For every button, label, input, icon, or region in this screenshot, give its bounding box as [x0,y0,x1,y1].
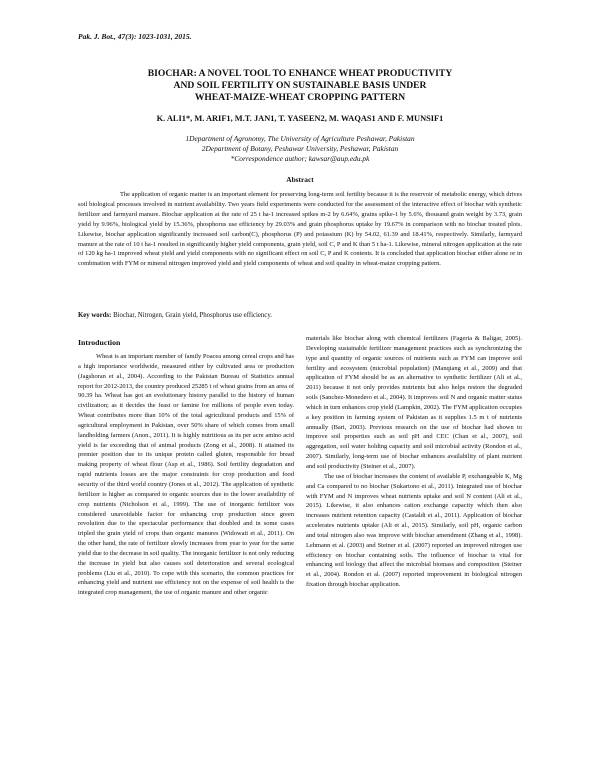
title-line: AND SOIL FERTILITY ON SUSTAINABLE BASIS UNDER [173,80,427,92]
title-line: BIOCHAR: A NOVEL TOOL TO ENHANCE WHEAT PRODUCTIVITY [147,68,453,79]
keywords-list: Biochar, Nitrogen, Grain yield, Phosphorus use efficiency. [113,312,272,319]
intro-paragraph: The use of biochar increases the content of available P, exchangeable K, Mg and Ca compared to no biochar (Sukartono et al., 2011). Integrated use of biochar with FYM and N improves wheat nutrients uptake and soil N content (Ali et al., 2015). Likewise, it also enhances cation exchange capacity which then also increases nutrient retention capacity (Castaldi et al., 2011). Application of biochar accelerates nutrients uptake (Ali et al., 2015). Similarly, soil pH, organic carbon and total nitrogen also was improve with biochar amendment (Zhang et al., 1998). Lehmann et al. (2003) and Steiner et al. (2007) reported an improved nitrogen use efficiency on biochar containing soils. The influence of biochar is vital for enhancing soil biology that affect the microbial biomass and composition (Steiner et al., 2004). Rondon et al. (2007) reported improvement in biological nitrogen fixation through biochar application. [306,472,522,589]
intro-paragraph: Wheat is an important member of family Poacea among cereal crops and has a high importance worldwide, measured either by cultivated area or production (Jagshoran et al., 2004). According to the Pakistan Bureau of Statistics annual report for 2012-2013, the country produced 25285 t of wheat grains from an area of 90.39 ha. Wheat has got an evolutionary history parallel to the history of human civilization; as it decides the feast or famine for millions of people even today. Wheat contributes more than 10% of the total agricultural products and 15% of agricultural employment in Pakistan, over 50% share of which comes from small landholding farmers (Anon., 2011). It is highly nutritious as its per acre amino acid yield is far exceeding that of animal products (Zong et al., 2008). It attained its premier position due to its unique protein called gluten, responsible for bread making property of wheat flour (Asp et al., 1986). Soil fertility degradation and rapid nutrients losses are the major constraints for crop production and food security of the third world country (Jones et al., 2012). The application of synthetic fertilizer is higher as compared to organic sources due to the lower availability of crop nutrients (Nicholson et al., 1999). The use of inorganic fertilizer was considered unavoidable factor for enhancing crop production since green revolution due to the spectacular performance that doubled and in some cases tripled the grain yield of crops than organic manures (Widowati et al., 2011). On the other hand, the rate of fertilizer slowly increases from year to year for the same yield due to the decrease in soil quality. The inorganic fertilizer is not only reducing the increase in yield but also causes soil deterioration and several ecological problems (Liu et al., 2010). To cope with this scenario, the common practices for enhancing yield and nutrient use efficiency not on the expense of soil health is the integrated crop management, the use of organic manure and other organic [78,353,294,597]
keywords [78,312,522,319]
right-column [306,334,522,590]
correspondence: *Correspondence author; kawsar@aup.edu.pk [230,154,370,163]
left-column [78,352,294,598]
keywords-label: Key words: [78,312,112,319]
section-heading-introduction: Introduction [78,338,121,347]
affiliation-1: 1Department of Agronomy, The University of Agriculture Peshawar, Pakistan [185,134,415,143]
abstract-text: The application of organic matter is an important element for preserving long-term soil fertility because it is the reservoir of metabolic energy, which drives soil biological processes involved in nutrient availability. Two years field experiments were conducted for the assessment of the interactive effect of biochar with synthetic fertilizer and farmyard manure. Biochar application at the rate of 25 t ha-1 increased spikes m-2 by 6.64%, grains spike-1 by 5.6%, thousand grain weight by 3.73, grain yield by 9.96%, biological yield by 15.36%, phosphorus use efficiency by 29.03% and grain phosphorus uptake by 19.67% in comparison with no biochar treated plots. Likewise, biochar application significantly increased soil carbon(C), phosphorus (P) and potassium (K) by 54.02, 61.39 and 18.41%, respectively. Similarly, farmyard manure at the rate of 10 t ha-1 resulted in significantly higher yield components, grain yield, soil C, P and K than 5 t ha-1. Likewise, mineral nitrogen application at the rate of 120 kg ha-1 improved wheat yield and yield components with no significant effect on soil C, P and K contents. It is concluded that application biochar either alone or in combination with FYM or mineral nitrogen improved yield and yield components of wheat and soil quality in wheat-maize cropping pattern. [78,191,522,268]
title-line: WHEAT-MAIZE-WHEAT CROPPING PATTERN [194,92,406,104]
abstract-heading: Abstract [286,175,314,184]
author-list: K. ALI1*, M. ARIF1, M.T. JAN1, T. YASEEN2, M. WAQAS1 AND F. MUNSIF1 [156,114,444,123]
paper-title [60,68,540,105]
intro-paragraph-continued: materials like biochar along with chemical fertilizers (Fageria & Baligar, 2005). Developing sustainable fertilizer management practices such as synchronizing the type and quantity of organic sources of nutrients such as FYM can improve soil fertility and ecosystem (microbial population) (Manqiang et al., 2009) and that application of FYM should be as an alternative to synthetic fertilizer (Ali et al., 2011) because it not only provides nutrients but also helps restore the degraded soils (Sanchez-Monedero et al., 2004). It improves soil N and organic matter status which in turn enhances crop yield (Lampkin, 2002). The FYM application occupies a key position in farming system of Pakistan as it supplies 1.5 m t of nutrients annually (Bari, 2003). Previous research on the use of biochar had shown to improve soil properties such as soil pH and CEC (Chan et al., 2007), soil aggregation, soil water holding capacity and soil microbial activity (Rondon et al., 2007). Similarly, long-term use of biochar enhances availability of plant nutrient and soil productivity (Steiner et al., 2007). [306,335,522,470]
journal-citation: Pak. J. Bot., 47(3): 1023-1031, 2015. [78,32,192,41]
affiliations [60,134,540,164]
affiliation-2: 2Department of Botany, Peshawar University, Peshawar, Pakistan [201,144,399,153]
